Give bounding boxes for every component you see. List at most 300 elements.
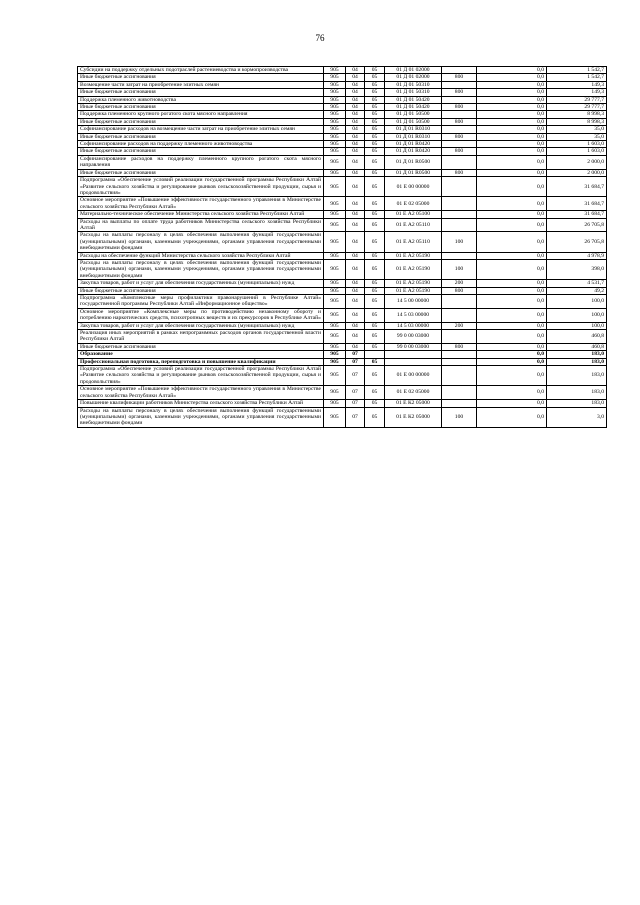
row-section-cell: 04 <box>346 197 365 211</box>
row-expense-type-cell <box>442 155 477 169</box>
row-target-article-cell: 01 Д 01 50420 <box>385 104 442 111</box>
row-amount-1-cell: 0,0 <box>477 295 547 309</box>
row-amount-2-cell: 2 000,0 <box>547 169 607 176</box>
table-row <box>78 81 607 88</box>
row-amount-2-cell: 3,0 <box>547 407 607 427</box>
row-name-cell: Иные бюджетные ассигнования <box>78 287 324 294</box>
row-amount-2-cell: 1 542,7 <box>547 74 607 81</box>
row-target-article-cell: 01 Е 00 00000 <box>385 366 442 386</box>
row-grbs-cell: 905 <box>324 81 346 88</box>
row-section-cell: 04 <box>346 141 365 148</box>
row-grbs-cell: 905 <box>324 386 346 400</box>
row-amount-1-cell: 0,0 <box>477 74 547 81</box>
row-expense-type-cell: 800 <box>442 148 477 155</box>
row-grbs-cell: 905 <box>324 407 346 427</box>
row-amount-1-cell: 0,0 <box>477 232 547 252</box>
row-subsection-cell: 05 <box>365 104 385 111</box>
row-subsection-cell: 05 <box>365 81 385 88</box>
table-row <box>78 133 607 140</box>
row-target-article-cell: 01 Е А2 05190 <box>385 252 442 259</box>
row-subsection-cell: 05 <box>365 211 385 218</box>
row-target-article-cell: 01 Д 01 50500 <box>385 118 442 125</box>
row-amount-2-cell: 100,0 <box>547 322 607 329</box>
row-amount-1-cell: 0,0 <box>477 366 547 386</box>
row-name-cell: Закупка товаров, работ и услуг для обеспечения государственных (муниципальных) нужд <box>78 322 324 329</box>
row-expense-type-cell <box>442 366 477 386</box>
row-expense-type-cell <box>442 126 477 133</box>
row-name-cell: Поддержка племенного крупного рогатого скота мясного направления <box>78 111 324 118</box>
row-name-cell: Иные бюджетные ассигнования <box>78 169 324 176</box>
row-amount-1-cell: 0,0 <box>477 104 547 111</box>
row-subsection-cell: 05 <box>365 155 385 169</box>
table-row <box>78 330 607 344</box>
row-subsection-cell: 05 <box>365 343 385 350</box>
row-grbs-cell: 905 <box>324 232 346 252</box>
row-expense-type-cell: 100 <box>442 232 477 252</box>
row-section-cell: 04 <box>346 322 365 329</box>
row-grbs-cell: 905 <box>324 343 346 350</box>
table-row <box>78 280 607 287</box>
row-grbs-cell: 905 <box>324 111 346 118</box>
row-amount-2-cell: 2 000,0 <box>547 155 607 169</box>
row-subsection-cell: 05 <box>365 67 385 74</box>
row-name-cell: Расходы на выплаты персоналу в целях обеспечения выполнения функций государственными (муниципальными) органами, казенными учреждениями, органами управления государственными внебюджетными фондами <box>78 407 324 427</box>
row-amount-1-cell: 0,0 <box>477 155 547 169</box>
row-grbs-cell: 905 <box>324 155 346 169</box>
row-subsection-cell: 05 <box>365 177 385 197</box>
table-body <box>78 67 607 428</box>
row-subsection-cell: 05 <box>365 295 385 309</box>
row-subsection-cell: 05 <box>365 280 385 287</box>
row-expense-type-cell <box>442 358 477 365</box>
table-row <box>78 351 607 358</box>
row-subsection-cell: 05 <box>365 322 385 329</box>
row-subsection-cell: 05 <box>365 74 385 81</box>
table-row <box>78 400 607 407</box>
row-target-article-cell: 01 Е А2 05110 <box>385 232 442 252</box>
row-amount-2-cell: 29 777,7 <box>547 96 607 103</box>
row-section-cell: 04 <box>346 280 365 287</box>
row-subsection-cell: 05 <box>365 111 385 118</box>
row-target-article-cell: 01 Д 01 R0310 <box>385 126 442 133</box>
table-row <box>78 386 607 400</box>
row-expense-type-cell <box>442 197 477 211</box>
table-row <box>78 366 607 386</box>
row-grbs-cell: 905 <box>324 74 346 81</box>
row-amount-1-cell: 0,0 <box>477 386 547 400</box>
row-amount-1-cell: 0,0 <box>477 407 547 427</box>
row-expense-type-cell <box>442 218 477 232</box>
row-expense-type-cell <box>442 386 477 400</box>
row-target-article-cell: 14 5 03 00000 <box>385 322 442 329</box>
row-expense-type-cell <box>442 308 477 322</box>
row-target-article-cell: 99 0 00 03000 <box>385 343 442 350</box>
table-row <box>78 295 607 309</box>
row-expense-type-cell: 800 <box>442 169 477 176</box>
row-grbs-cell: 905 <box>324 104 346 111</box>
row-grbs-cell: 905 <box>324 141 346 148</box>
table-row <box>78 67 607 74</box>
row-target-article-cell: 01 Е А2 05190 <box>385 259 442 279</box>
row-grbs-cell: 905 <box>324 218 346 232</box>
row-name-cell: Материально-техническое обеспечение Министерства сельского хозяйства Республики Алтай <box>78 211 324 218</box>
row-expense-type-cell: 800 <box>442 287 477 294</box>
row-section-cell: 07 <box>346 386 365 400</box>
row-section-cell: 04 <box>346 118 365 125</box>
row-target-article-cell: 01 Д 01 02000 <box>385 67 442 74</box>
row-name-cell: Субсидии на поддержку отдельных подотраслей растениеводства и кормопроизводства <box>78 67 324 74</box>
table-row <box>78 322 607 329</box>
row-amount-2-cell: 1 603,0 <box>547 148 607 155</box>
row-expense-type-cell <box>442 81 477 88</box>
row-section-cell: 04 <box>346 308 365 322</box>
row-amount-2-cell: 398,0 <box>547 259 607 279</box>
row-amount-1-cell: 0,0 <box>477 177 547 197</box>
row-grbs-cell: 905 <box>324 287 346 294</box>
row-amount-2-cell: 26 705,8 <box>547 218 607 232</box>
row-grbs-cell: 905 <box>324 126 346 133</box>
row-target-article-cell: 01 Д 01 R0500 <box>385 169 442 176</box>
row-amount-2-cell: 35,0 <box>547 133 607 140</box>
row-name-cell: Софинансирование расходов на поддержку племенного крупного рогатого скота мясного направления <box>78 155 324 169</box>
row-amount-2-cell: 183,0 <box>547 386 607 400</box>
row-target-article-cell: 01 Д 01 R0420 <box>385 148 442 155</box>
row-name-cell: Повышение квалификации работников Министерства сельского хозяйства Республики Алтай <box>78 400 324 407</box>
budget-table <box>77 66 607 428</box>
row-name-cell: Иные бюджетные ассигнования <box>78 343 324 350</box>
row-expense-type-cell: 100 <box>442 259 477 279</box>
row-subsection-cell: 05 <box>365 259 385 279</box>
row-section-cell: 04 <box>346 177 365 197</box>
row-grbs-cell: 905 <box>324 366 346 386</box>
table-row <box>78 211 607 218</box>
row-amount-1-cell: 0,0 <box>477 330 547 344</box>
row-subsection-cell: 05 <box>365 386 385 400</box>
row-grbs-cell: 905 <box>324 351 346 358</box>
row-subsection-cell: 05 <box>365 252 385 259</box>
table-row <box>78 232 607 252</box>
row-expense-type-cell <box>442 67 477 74</box>
row-target-article-cell: 01 Е 02 05000 <box>385 197 442 211</box>
row-expense-type-cell <box>442 96 477 103</box>
row-amount-2-cell: 1 542,7 <box>547 67 607 74</box>
row-section-cell: 04 <box>346 81 365 88</box>
row-grbs-cell: 905 <box>324 308 346 322</box>
row-section-cell: 04 <box>346 67 365 74</box>
row-subsection-cell: 05 <box>365 330 385 344</box>
table-row <box>78 155 607 169</box>
row-grbs-cell: 905 <box>324 96 346 103</box>
page-number: 76 <box>315 33 325 43</box>
row-name-cell: Иные бюджетные ассигнования <box>78 118 324 125</box>
row-subsection-cell: 05 <box>365 148 385 155</box>
row-target-article-cell: 01 Д 01 R0420 <box>385 141 442 148</box>
row-section-cell: 04 <box>346 343 365 350</box>
row-amount-1-cell: 0,0 <box>477 351 547 358</box>
table-row <box>78 169 607 176</box>
row-amount-2-cell: 8 998,3 <box>547 118 607 125</box>
row-grbs-cell: 905 <box>324 295 346 309</box>
row-grbs-cell: 905 <box>324 118 346 125</box>
row-amount-1-cell: 0,0 <box>477 81 547 88</box>
row-grbs-cell: 905 <box>324 252 346 259</box>
row-expense-type-cell: 200 <box>442 322 477 329</box>
table-row <box>78 177 607 197</box>
row-subsection-cell: 05 <box>365 169 385 176</box>
row-section-cell: 04 <box>346 133 365 140</box>
row-subsection-cell: 05 <box>365 366 385 386</box>
row-name-cell: Подпрограмма «Обеспечение условий реализации государственной программы Республики Алтай «Развитие сельского хозяйства и регулирование рынков сельскохозяйственной продукции, сырья и продовольствия» <box>78 366 324 386</box>
row-name-cell: Образование <box>78 351 324 358</box>
row-amount-1-cell: 0,0 <box>477 197 547 211</box>
row-subsection-cell: 05 <box>365 407 385 427</box>
row-section-cell: 07 <box>346 407 365 427</box>
row-amount-2-cell: 35,0 <box>547 126 607 133</box>
row-grbs-cell: 905 <box>324 211 346 218</box>
row-name-cell: Основное мероприятие «Повышение эффективности государственного управления в Министерстве сельского хозяйства Республики Алтай» <box>78 197 324 211</box>
row-subsection-cell: 05 <box>365 358 385 365</box>
row-section-cell: 07 <box>346 366 365 386</box>
row-name-cell: Расходы на выплаты по оплате труда работников Министерства сельского хозяйства Республики Алтай <box>78 218 324 232</box>
row-subsection-cell: 05 <box>365 133 385 140</box>
row-amount-1-cell: 0,0 <box>477 133 547 140</box>
row-section-cell: 04 <box>346 104 365 111</box>
row-expense-type-cell <box>442 252 477 259</box>
row-amount-2-cell: 100,0 <box>547 308 607 322</box>
row-target-article-cell: 01 Д 01 50500 <box>385 111 442 118</box>
row-target-article-cell: 01 Д 01 R0310 <box>385 133 442 140</box>
table-row <box>78 197 607 211</box>
row-target-article-cell: 01 Е 02 05000 <box>385 386 442 400</box>
table-row <box>78 308 607 322</box>
row-target-article-cell: 01 Е К2 05000 <box>385 400 442 407</box>
row-name-cell: Профессиональная подготовка, переподготовка и повышение квалификации <box>78 358 324 365</box>
row-grbs-cell: 905 <box>324 89 346 96</box>
row-amount-1-cell: 0,0 <box>477 218 547 232</box>
row-target-article-cell: 14 5 00 00000 <box>385 295 442 309</box>
row-amount-2-cell: 4 531,7 <box>547 280 607 287</box>
row-name-cell: Основное мероприятие «Повышение эффективности государственного управления в Министерстве сельского хозяйства Республики Алтай» <box>78 386 324 400</box>
row-amount-1-cell: 0,0 <box>477 67 547 74</box>
row-target-article-cell: 01 Д 01 50310 <box>385 89 442 96</box>
row-amount-1-cell: 0,0 <box>477 287 547 294</box>
row-target-article-cell: 01 Е А2 05190 <box>385 287 442 294</box>
row-target-article-cell: 01 Е А2 05190 <box>385 280 442 287</box>
row-grbs-cell: 905 <box>324 259 346 279</box>
row-name-cell: Софинансирование расходов на возмещение части затрат на приобретение элитных семян <box>78 126 324 133</box>
table-row <box>78 148 607 155</box>
row-subsection-cell: 05 <box>365 118 385 125</box>
table-row <box>78 252 607 259</box>
row-section-cell: 04 <box>346 295 365 309</box>
row-subsection-cell: 05 <box>365 218 385 232</box>
row-target-article-cell: 01 Е 00 00000 <box>385 177 442 197</box>
row-subsection-cell: 05 <box>365 197 385 211</box>
row-target-article-cell: 01 Е А2 05100 <box>385 211 442 218</box>
row-section-cell: 07 <box>346 358 365 365</box>
row-section-cell: 04 <box>346 287 365 294</box>
row-name-cell: Расходы на выплаты персоналу в целях обеспечения выполнения функций государственными (муниципальными) органами, казенными учреждениями, органами управления государственными внебюджетными фондами <box>78 259 324 279</box>
row-section-cell: 07 <box>346 351 365 358</box>
table-row <box>78 104 607 111</box>
row-amount-1-cell: 0,0 <box>477 111 547 118</box>
table-row <box>78 259 607 279</box>
row-name-cell: Иные бюджетные ассигнования <box>78 89 324 96</box>
row-target-article-cell: 01 Е А2 05110 <box>385 218 442 232</box>
row-subsection-cell: 05 <box>365 96 385 103</box>
row-name-cell: Основное мероприятие «Комплексные меры по противодействию незаконному обороту и потреблению наркотических средств, психотропных веществ и их прекурсоров в Республике Алтай» <box>78 308 324 322</box>
row-amount-2-cell: 100,0 <box>547 295 607 309</box>
row-amount-2-cell: 1 603,0 <box>547 141 607 148</box>
table-row <box>78 74 607 81</box>
row-grbs-cell: 905 <box>324 400 346 407</box>
row-grbs-cell: 905 <box>324 133 346 140</box>
table-row <box>78 89 607 96</box>
row-expense-type-cell <box>442 400 477 407</box>
row-subsection-cell: 05 <box>365 232 385 252</box>
row-amount-1-cell: 0,0 <box>477 308 547 322</box>
row-target-article-cell <box>385 358 442 365</box>
row-expense-type-cell: 800 <box>442 104 477 111</box>
row-expense-type-cell: 800 <box>442 74 477 81</box>
row-target-article-cell: 01 Д 01 02000 <box>385 74 442 81</box>
row-name-cell: Иные бюджетные ассигнования <box>78 104 324 111</box>
row-amount-2-cell: 183,0 <box>547 366 607 386</box>
row-target-article-cell <box>385 351 442 358</box>
row-section-cell: 04 <box>346 211 365 218</box>
row-name-cell: Закупка товаров, работ и услуг для обеспечения государственных (муниципальных) нужд <box>78 280 324 287</box>
row-name-cell: Софинансирование расходов на поддержку племенного животноводства <box>78 141 324 148</box>
row-amount-2-cell: 29 777,7 <box>547 104 607 111</box>
row-amount-2-cell: 149,3 <box>547 81 607 88</box>
row-subsection-cell: 05 <box>365 308 385 322</box>
row-expense-type-cell <box>442 177 477 197</box>
row-expense-type-cell: 800 <box>442 133 477 140</box>
row-amount-2-cell: 460,8 <box>547 330 607 344</box>
row-name-cell: Реализация иных мероприятий в рамках непрограммных расходов органов государственной власти Республики Алтай <box>78 330 324 344</box>
row-amount-1-cell: 0,0 <box>477 89 547 96</box>
table-row <box>78 287 607 294</box>
row-amount-2-cell: 183,0 <box>547 358 607 365</box>
row-expense-type-cell: 200 <box>442 280 477 287</box>
row-amount-1-cell: 0,0 <box>477 211 547 218</box>
row-amount-1-cell: 0,0 <box>477 252 547 259</box>
row-amount-1-cell: 0,0 <box>477 358 547 365</box>
row-subsection-cell <box>365 351 385 358</box>
row-amount-2-cell: 183,0 <box>547 400 607 407</box>
row-expense-type-cell: 800 <box>442 343 477 350</box>
row-section-cell: 04 <box>346 74 365 81</box>
table-row <box>78 141 607 148</box>
row-amount-2-cell: 149,3 <box>547 89 607 96</box>
row-amount-1-cell: 0,0 <box>477 322 547 329</box>
row-amount-2-cell: 8 998,3 <box>547 111 607 118</box>
table-row <box>78 407 607 427</box>
row-expense-type-cell <box>442 351 477 358</box>
row-target-article-cell: 99 0 00 03000 <box>385 330 442 344</box>
row-section-cell: 04 <box>346 232 365 252</box>
row-name-cell: Подпрограмма «Комплексные меры профилактики правонарушений в Республике Алтай» государственной программы Республики Алтай «Информационное общество» <box>78 295 324 309</box>
table-row <box>78 96 607 103</box>
row-section-cell: 04 <box>346 96 365 103</box>
row-expense-type-cell <box>442 295 477 309</box>
row-expense-type-cell <box>442 141 477 148</box>
row-name-cell: Иные бюджетные ассигнования <box>78 148 324 155</box>
row-target-article-cell: 01 Д 01 R0500 <box>385 155 442 169</box>
row-expense-type-cell <box>442 211 477 218</box>
row-subsection-cell: 05 <box>365 126 385 133</box>
row-target-article-cell: 01 Д 01 50420 <box>385 96 442 103</box>
row-expense-type-cell: 100 <box>442 407 477 427</box>
row-name-cell: Подпрограмма «Обеспечение условий реализации государственной программы Республики Алтай «Развитие сельского хозяйства и регулирование рынков сельскохозяйственной продукции, сырья и продовольствия» <box>78 177 324 197</box>
row-section-cell: 04 <box>346 169 365 176</box>
row-subsection-cell: 05 <box>365 89 385 96</box>
row-section-cell: 04 <box>346 155 365 169</box>
row-amount-2-cell: 183,0 <box>547 351 607 358</box>
row-amount-1-cell: 0,0 <box>477 169 547 176</box>
row-grbs-cell: 905 <box>324 169 346 176</box>
row-section-cell: 07 <box>346 400 365 407</box>
row-subsection-cell: 05 <box>365 141 385 148</box>
row-amount-2-cell: 460,8 <box>547 343 607 350</box>
row-amount-1-cell: 0,0 <box>477 118 547 125</box>
table-row <box>78 218 607 232</box>
row-amount-1-cell: 0,0 <box>477 126 547 133</box>
row-grbs-cell: 905 <box>324 67 346 74</box>
row-section-cell: 04 <box>346 111 365 118</box>
row-section-cell: 04 <box>346 330 365 344</box>
row-amount-1-cell: 0,0 <box>477 141 547 148</box>
row-grbs-cell: 905 <box>324 197 346 211</box>
row-grbs-cell: 905 <box>324 177 346 197</box>
row-section-cell: 04 <box>346 218 365 232</box>
row-amount-1-cell: 0,0 <box>477 280 547 287</box>
row-section-cell: 04 <box>346 126 365 133</box>
row-amount-2-cell: 31 684,7 <box>547 211 607 218</box>
row-name-cell: Возмещение части затрат на приобретение элитных семян <box>78 81 324 88</box>
table-row <box>78 358 607 365</box>
row-grbs-cell: 905 <box>324 322 346 329</box>
row-expense-type-cell: 800 <box>442 89 477 96</box>
row-subsection-cell: 05 <box>365 287 385 294</box>
row-amount-1-cell: 0,0 <box>477 259 547 279</box>
row-grbs-cell: 905 <box>324 280 346 287</box>
row-amount-2-cell: 26 705,8 <box>547 232 607 252</box>
row-section-cell: 04 <box>346 89 365 96</box>
row-target-article-cell: 01 Е К2 05000 <box>385 407 442 427</box>
row-expense-type-cell: 800 <box>442 118 477 125</box>
row-section-cell: 04 <box>346 148 365 155</box>
table-row <box>78 111 607 118</box>
row-amount-2-cell: 31 684,7 <box>547 197 607 211</box>
row-amount-1-cell: 0,0 <box>477 96 547 103</box>
row-subsection-cell: 05 <box>365 400 385 407</box>
row-amount-1-cell: 0,0 <box>477 400 547 407</box>
row-section-cell: 04 <box>346 259 365 279</box>
table-row <box>78 118 607 125</box>
row-grbs-cell: 905 <box>324 358 346 365</box>
row-name-cell: Иные бюджетные ассигнования <box>78 74 324 81</box>
table-row <box>78 126 607 133</box>
row-amount-2-cell: 31 684,7 <box>547 177 607 197</box>
row-name-cell: Расходы на выплаты персоналу в целях обеспечения выполнения функций государственными (муниципальными) органами, казенными учреждениями, органами управления государственными внебюджетными фондами <box>78 232 324 252</box>
row-expense-type-cell <box>442 330 477 344</box>
row-section-cell: 04 <box>346 252 365 259</box>
row-target-article-cell: 01 Д 01 50310 <box>385 81 442 88</box>
row-name-cell: Поддержка племенного животноводства <box>78 96 324 103</box>
row-grbs-cell: 905 <box>324 330 346 344</box>
table-row <box>78 343 607 350</box>
